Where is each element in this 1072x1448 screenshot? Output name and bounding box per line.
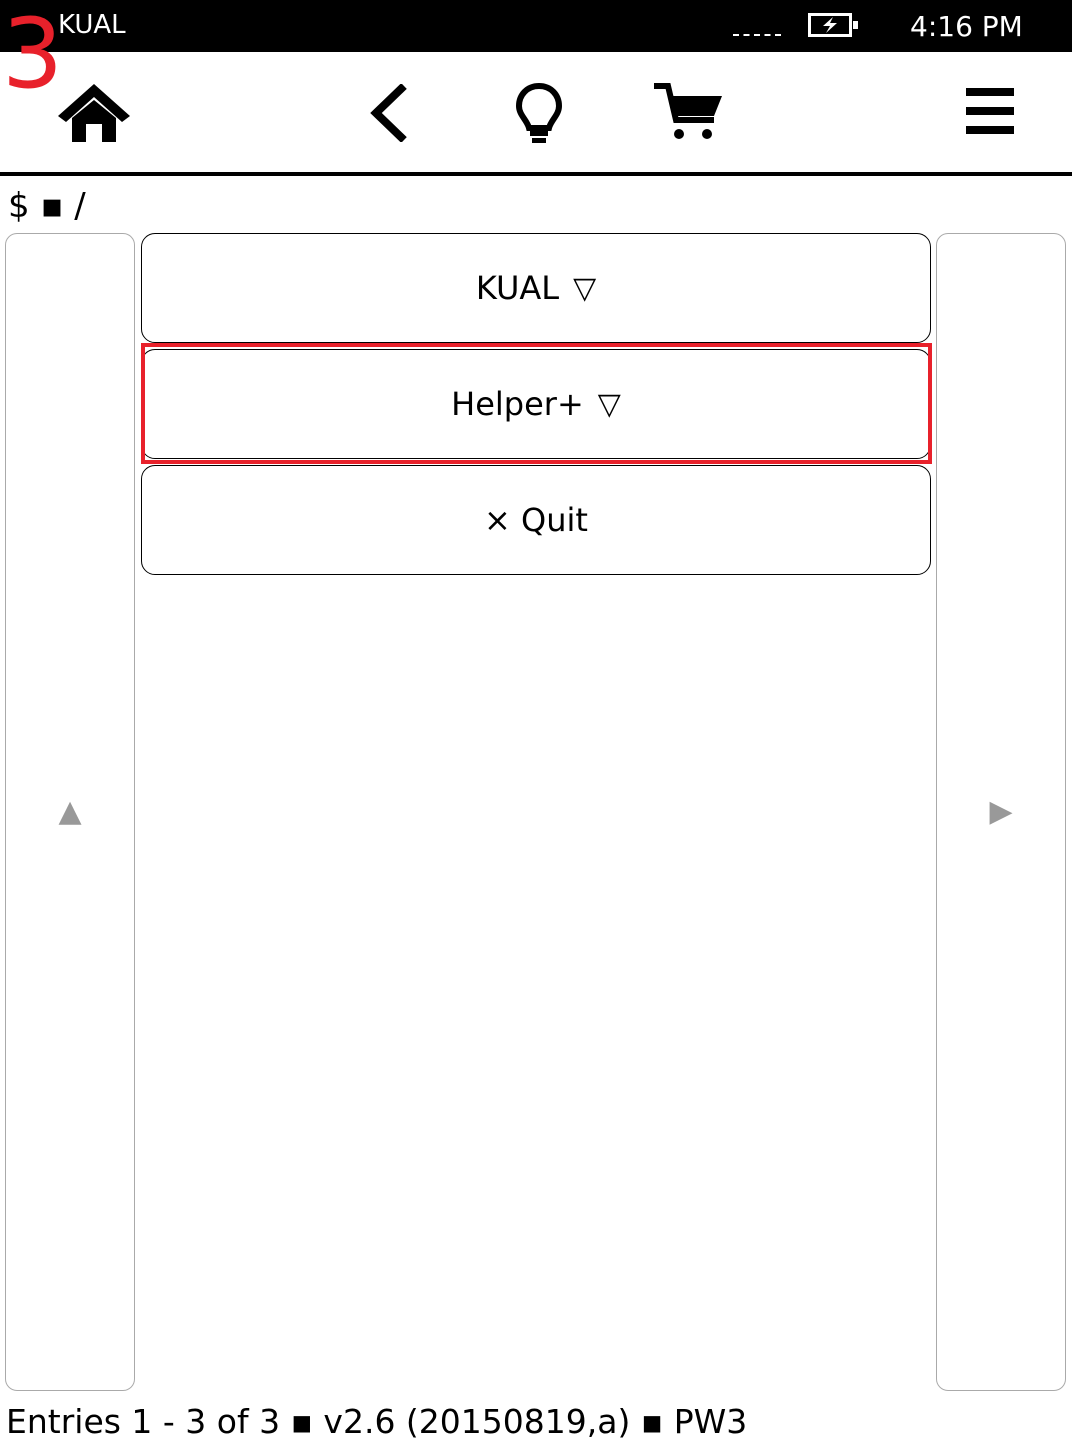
footer-status: Entries 1 - 3 of 3 ▪ v2.6 (20150819,a) ▪ PW3 [6,1402,748,1441]
status-clock: 4:16 PM [910,10,1023,43]
cart-icon[interactable] [654,82,724,142]
back-icon[interactable] [368,84,412,142]
expand-arrow-icon: ▽ [573,270,597,306]
status-app-title: KUAL [58,10,126,40]
step-badge: 3 [2,0,64,110]
current-path: $ ▪ / [8,186,86,226]
expand-arrow-icon: ▽ [597,386,621,422]
prev-page-panel[interactable] [5,233,135,1391]
battery-charging-icon [808,13,852,37]
status-bar [0,0,1072,52]
right-arrow-icon: ▶ [989,794,1013,829]
next-page-panel[interactable] [936,233,1066,1391]
up-arrow-icon: ▲ [58,794,82,829]
menu-icon[interactable] [966,88,1014,136]
menu-item-label: × Quit [484,501,588,539]
lightbulb-icon[interactable] [515,82,563,144]
menu-item-label: KUAL [475,269,560,307]
menu-item-label: Helper+ [451,385,584,423]
toolbar-divider [0,172,1072,176]
home-icon[interactable] [56,82,132,144]
selection-highlight [141,343,932,464]
toolbar [0,52,1072,176]
kual-menu-button[interactable] [141,233,931,343]
wifi-signal-icon [733,34,781,36]
quit-button[interactable] [141,465,931,575]
